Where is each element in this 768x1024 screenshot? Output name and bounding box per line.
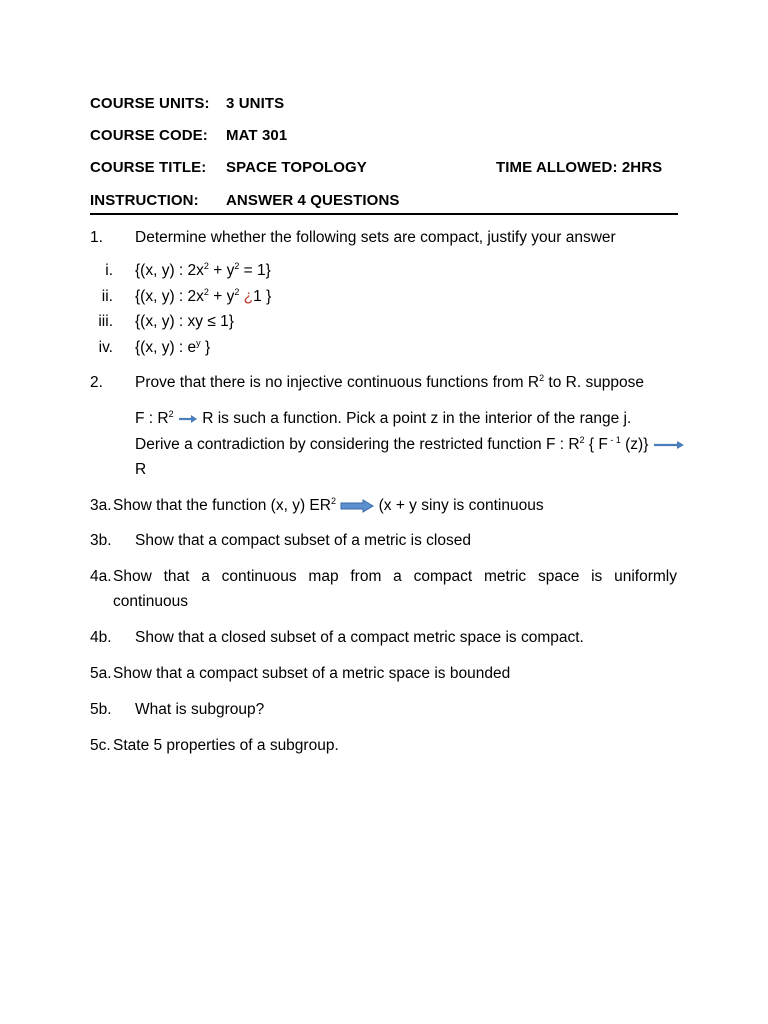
q3b-number: 3b. — [90, 532, 112, 549]
right-arrow-icon — [178, 414, 198, 424]
q4a-line-2: continuous — [113, 593, 188, 610]
q5b-text: What is subgroup? — [135, 701, 265, 718]
instruction-value: ANSWER 4 QUESTIONS — [226, 192, 400, 209]
units-label: COURSE UNITS: — [90, 95, 210, 112]
title-label: COURSE TITLE: — [90, 159, 207, 176]
units-value: 3 UNITS — [226, 95, 285, 112]
q2-line-4: R — [135, 461, 147, 478]
q5c-text: State 5 properties of a subgroup. — [113, 737, 339, 754]
q5c-number: 5c. — [90, 737, 111, 754]
q1-item-iv-number: iv. — [98, 339, 113, 356]
q4b-number: 4b. — [90, 629, 112, 646]
time-allowed: TIME ALLOWED: 2HRS — [496, 159, 663, 176]
q4b-text: Show that a closed subset of a compact metric space is compact. — [135, 629, 584, 646]
q3b-text: Show that a compact subset of a metric is closed — [135, 532, 471, 549]
q1-item-iii: {(x, y) : xy ≤ 1} — [135, 313, 234, 330]
header-divider — [90, 213, 678, 215]
q1-text: Determine whether the following sets are compact, justify your answer — [135, 229, 616, 246]
instruction-label: INSTRUCTION: — [90, 192, 199, 209]
q1-item-i-number: i. — [105, 262, 113, 279]
code-value: MAT 301 — [226, 127, 288, 144]
right-arrow-icon — [653, 440, 685, 450]
q1-item-iv: {(x, y) : $e^y$ } — [135, 338, 211, 356]
q5a-number: 5a. — [90, 665, 112, 682]
inverted-question-symbol: ¿ — [243, 288, 254, 305]
q1-item-ii-number: ii. — [101, 288, 113, 305]
q1-item-iii-number: iii. — [98, 313, 113, 330]
q2-line-3: Derive a contradiction by considering the restricted function F : $R^2$ { F $^{- 1}$ (z)} — [135, 435, 685, 455]
q2-line-2: F : $R^2$ R is such a function. Pick a point z in the interior of the range j. — [135, 409, 632, 427]
code-label: COURSE CODE: — [90, 127, 208, 144]
q3a-text: Show that the function (x, y) $ER^2$ (x + y siny is continuous — [113, 496, 544, 514]
q1-item-ii: {(x, y) : $2x^2 + y^2$ ¿1 } — [135, 287, 272, 305]
q1-item-i: {(x, y) : $2x^2 + y^2 = 1$} — [135, 261, 271, 279]
q2-number: 2. — [90, 374, 103, 391]
block-arrow-icon — [340, 499, 374, 513]
q4a-line-1: Show that a continuous map from a compact metric space is uniformly — [113, 568, 677, 585]
q5b-number: 5b. — [90, 701, 112, 718]
q2-line-1: Prove that there is no injective continuous functions from $R^2$ to R. suppose — [135, 373, 645, 391]
q3a-number: 3a. — [90, 497, 112, 514]
q5a-text: Show that a compact subset of a metric space is bounded — [113, 665, 511, 682]
title-value: SPACE TOPOLOGY — [226, 159, 367, 176]
q1-number: 1. — [90, 229, 103, 246]
q4a-number: 4a. — [90, 568, 112, 585]
